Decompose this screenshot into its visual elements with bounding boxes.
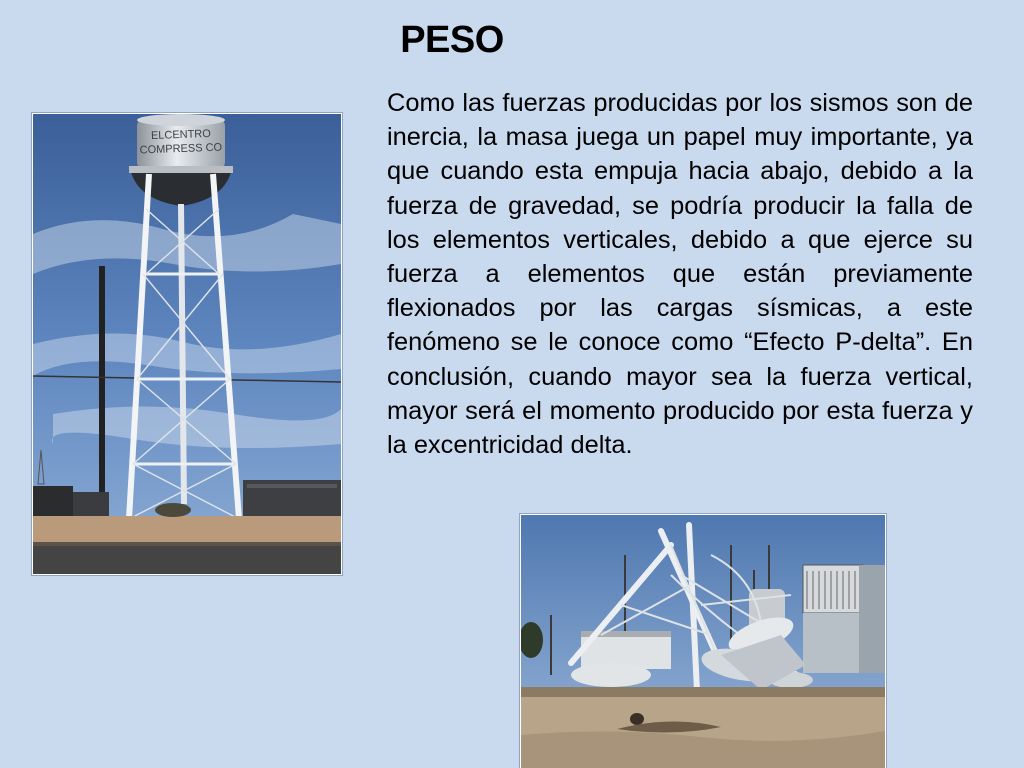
tank-text-line2: COMPRESS CO — [139, 141, 223, 157]
slide-title: PESO — [400, 19, 504, 61]
tank-text-line1: ELCENTRO — [150, 127, 212, 143]
slide-body-text: Como las fuerzas producidas por los sismos son de inercia, la masa juega un papel muy importante, ya que cuando esta empuja hacia abajo, debido a la fuerza de gravedad, se podría producir la falla de los elementos verticales, debido a que ejerce su fuerza a elementos que están previamente flexionados por las cargas sísmicas, a este fenómeno se le conoce como “Efecto P-delta”. En conclusión, cuando mayor sea la fuerza vertical, mayor será el momento producido por esta fuerza y la excentricidad delta. — [387, 89, 973, 460]
water-tower-photo — [33, 114, 341, 574]
collapsed-tower-photo — [521, 515, 885, 768]
